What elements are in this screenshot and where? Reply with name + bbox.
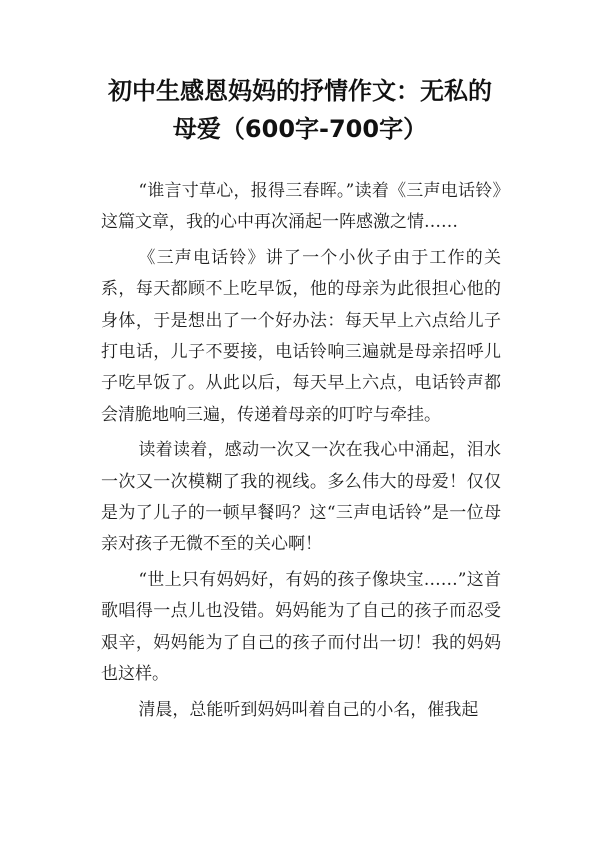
paragraph-2: 《三声电话铃》讲了一个小伙子由于工作的关系，每天都顾不上吃早饭，他的母亲为此很担心他的身体，于是想出了一个好办法：每天早上六点给儿子打电话，儿子不要接，电话铃响三遍就是母亲招呼儿子吃早饭了。从此以后，每天早上六点，电话铃声都会清脆地响三遍，传递着母亲的叮咛与牵挂。 xyxy=(101,247,501,425)
paragraph-1: “谁言寸草心，报得三春晖。”读着《三声电话铃》这篇文章，我的心中再次涌起一阵感激之情…… xyxy=(101,181,501,233)
title-line-2: 母爱（600字-700字） xyxy=(172,115,428,143)
title-line-1: 初中生感恩妈妈的抒情作文：无私的 xyxy=(108,77,492,105)
paragraph-3: 读着读着，感动一次又一次在我心中涌起，泪水一次又一次模糊了我的视线。多么伟大的母爱！仅仅是为了儿子的一顿早餐吗？这“三声电话铃”是一位母亲对孩子无微不至的关心啊！ xyxy=(101,440,501,555)
document-title xyxy=(60,72,540,148)
paragraph-5: 清晨，总能听到妈妈叫着自己的小名，催我起 xyxy=(138,699,479,720)
paragraph-4: “世上只有妈妈好，有妈的孩子像块宝……”这首歌唱得一点儿也没错。妈妈能为了自己的孩子而忍受艰辛，妈妈能为了自己的孩子而付出一切！我的妈妈也这样。 xyxy=(101,569,501,685)
document-body xyxy=(101,176,501,730)
